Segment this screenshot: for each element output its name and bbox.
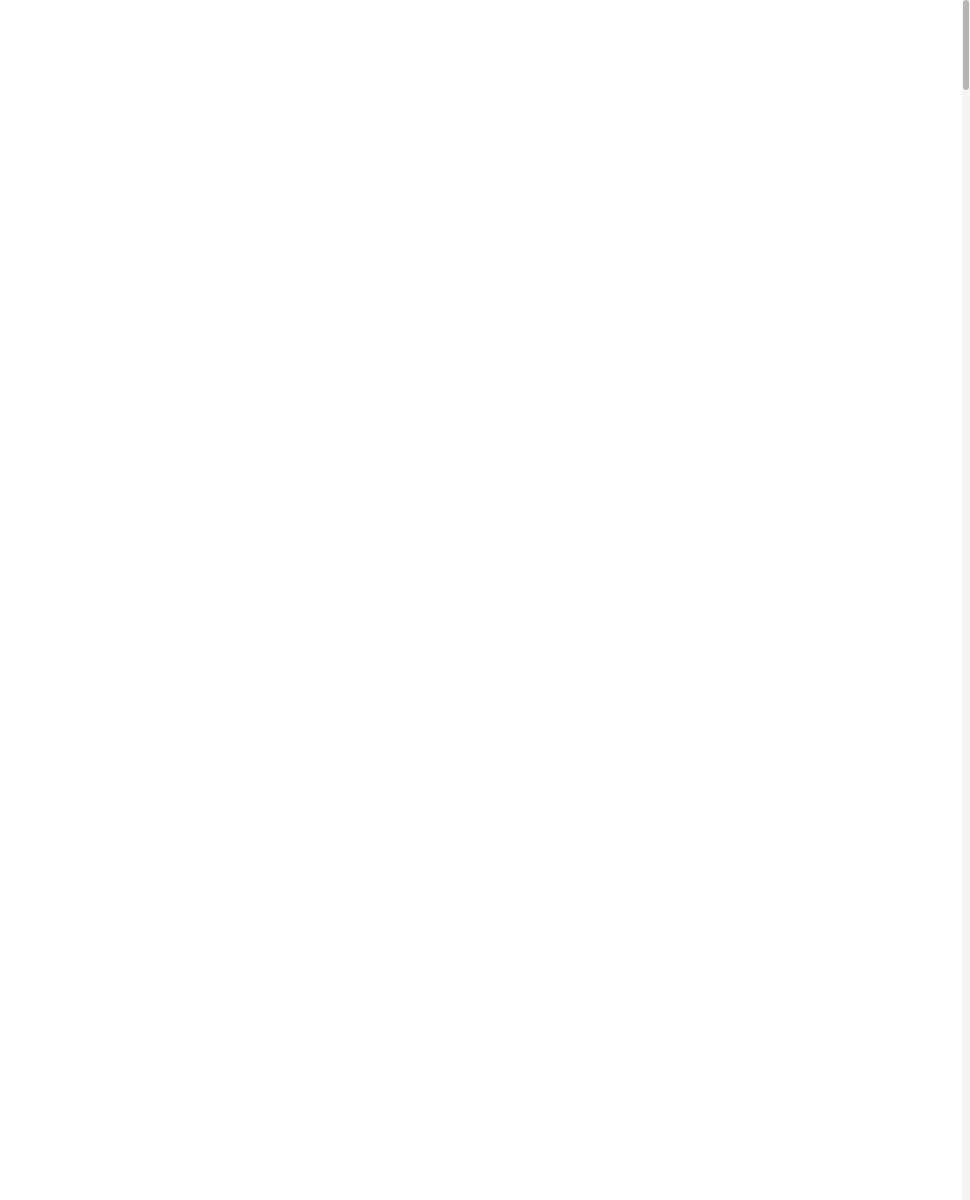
scrollbar-thumb[interactable] — [963, 0, 969, 90]
scrollbar-track[interactable] — [962, 0, 970, 1200]
